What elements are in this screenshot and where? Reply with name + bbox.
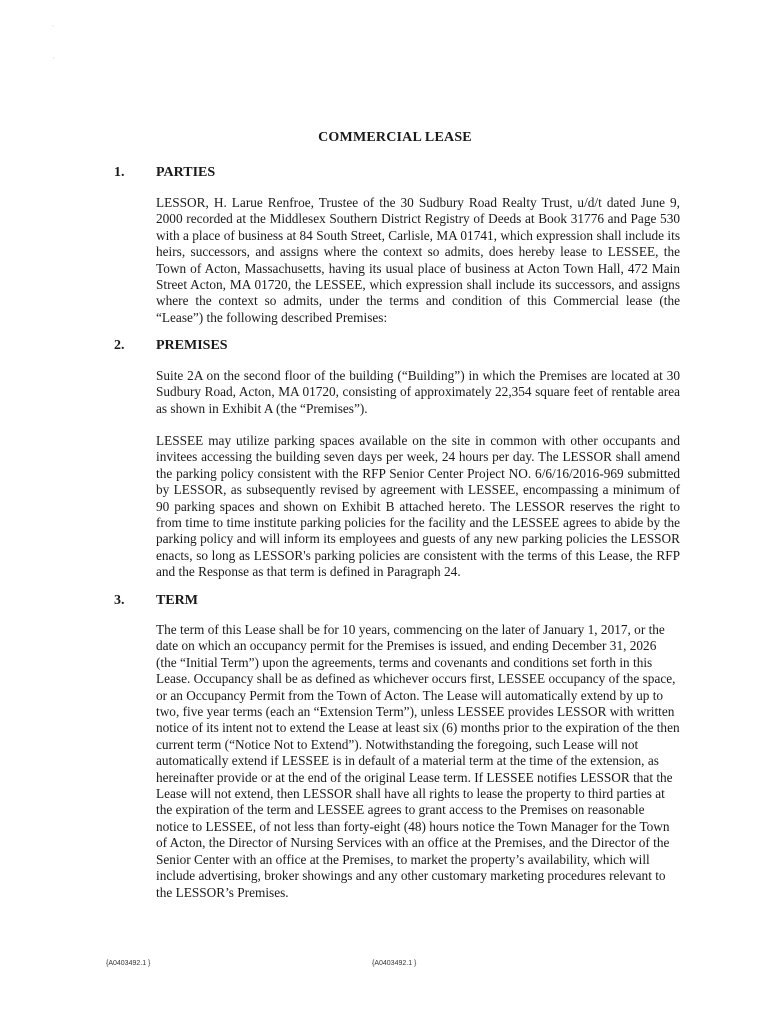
section-heading: PREMISES	[156, 338, 228, 353]
section-heading: PARTIES	[156, 165, 216, 180]
document-title: COMMERCIAL LEASE	[318, 130, 472, 145]
scan-artifact: ˏ	[52, 52, 55, 59]
footer-document-code: {A0403492.1 }	[106, 960, 151, 967]
section-number: 1.	[114, 165, 125, 180]
section-paragraph: The term of this Lease shall be for 10 years, commencing on the later of January 1, 2017, or the date on which an occupancy permit for the Premises is issued, and ending December 31, 2026 (the “Initial Term”) upon the agreements, terms and covenants and conditions set forth in this Lease. Occupancy shall be as defined as whichever occurs first, LESSEE occupancy of the space, or an Occupancy Permit from the Town of Acton. The Lease will automatically extend by up to two, five year terms (each an “Extension Term”), unless LESSEE provides LESSOR with written notice of its intent not to extend the Lease at least six (6) months prior to the expiration of the then current term (“Notice Not to Extend”). Notwithstanding the foregoing, such Lease will not automatically extend if LESSEE is in default of a material term at the time of the extension, as hereinafter provide or at the end of the original Lease term. If LESSEE notifies LESSOR that the Lease will not extend, then LESSOR shall have all rights to lease the property to third parties at the expiration of the term and LESSEE agrees to grant access to the Premises on reasonable notice to LESSEE, of not less than forty-eight (48) hours notice the Town Manager for the Town of Acton, the Director of Nursing Services with an office at the Premises, and the Director of the Senior Center with an office at the Premises, to market the property’s availability, which will include advertising, broker showings and any other customary marketing procedures relevant to the LESSOR’s Premises.	[156, 622, 680, 900]
section-number: 2.	[114, 338, 125, 353]
footer-document-code: {A0403492.1 }	[372, 960, 417, 967]
scan-artifact: ˎ	[52, 20, 55, 27]
section-heading: TERM	[156, 593, 198, 608]
section-number: 3.	[114, 593, 125, 608]
section-paragraph: Suite 2A on the second floor of the building (“Building”) in which the Premises are located at 30 Sudbury Road, Acton, MA 01720, consisting of approximately 22,354 square feet of rentable area as shown in Exhibit A (the “Premises”).	[156, 368, 680, 416]
section-paragraph: LESSEE may utilize parking spaces available on the site in common with other occupants and invitees accessing the building seven days per week, 24 hours per day. The LESSOR shall amend the parking policy consistent with the RFP Senior Center Project NO. 6/6/16/2016-969 submitted by LESSOR, as subsequently revised by agreement with LESSEE, encompassing a minimum of 90 parking spaces and shown on Exhibit B attached hereto. The LESSOR reserves the right to from time to time institute parking policies for the facility and the LESSEE agrees to abide by the parking policy and will inform its employees and guests of any new parking policies the LESSOR enacts, so long as LESSOR's parking policies are consistent with the terms of this Lease, the RFP and the Response as that term is defined in Paragraph 24.	[156, 433, 680, 580]
section-paragraph: LESSOR, H. Larue Renfroe, Trustee of the 30 Sudbury Road Realty Trust, u/d/t dated June 9, 2000 recorded at the Middlesex Southern District Registry of Deeds at Book 31776 and Page 530 with a place of business at 84 South Street, Carlisle, MA 01741, which expression shall include its heirs, successors, and assigns where the context so admits, does hereby lease to LESSEE, the Town of Acton, Massachusetts, having its usual place of business at Acton Town Hall, 472 Main Street Acton, MA 01720, the LESSEE, which expression shall include its successors, and assigns where the context so admits, under the terms and condition of this Commercial lease (the “Lease”) the following described Premises:	[156, 195, 680, 325]
